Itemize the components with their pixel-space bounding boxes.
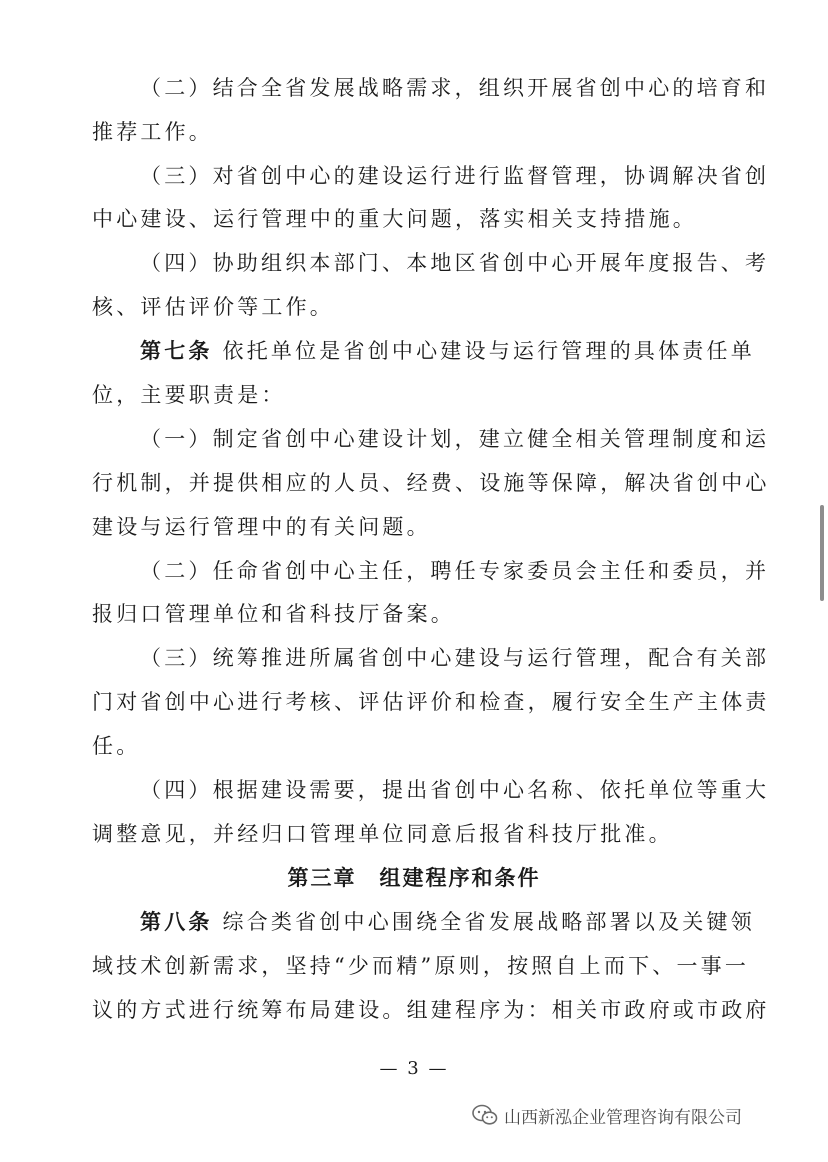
paragraph-line: 建设与运行管理中的有关问题。 xyxy=(92,515,431,539)
vertical-scrollbar[interactable] xyxy=(820,505,824,601)
paragraph-line: 报归口管理单位和省科技厅备案。 xyxy=(92,602,455,626)
paragraph-line: （四）协助组织本部门、本地区省创中心开展年度报告、考 xyxy=(140,251,770,275)
paragraph-line: 调整意见，并经归口管理单位同意后报省科技厅批准。 xyxy=(92,822,673,846)
paragraph-line: 任。 xyxy=(92,734,141,758)
paragraph-line: （二）任命省创中心主任，聘任专家委员会主任和委员，并 xyxy=(140,559,770,583)
paragraph-line: 位，主要职责是： xyxy=(92,383,286,407)
paragraph-line: （一）制定省创中心建设计划，建立健全相关管理制度和运 xyxy=(140,427,770,451)
article-eight-line xyxy=(140,907,755,937)
watermark xyxy=(472,1100,742,1130)
paragraph-line: （三）对省创中心的建设运行进行监督管理，协调解决省创 xyxy=(140,164,770,188)
paragraph-line: 议的方式进行统筹布局建设。组建程序为：相关市政府或市政府 xyxy=(92,998,770,1022)
page-number: — 3 — xyxy=(379,1058,449,1079)
wechat-icon xyxy=(472,1104,498,1126)
article-seven-label: 第七条 xyxy=(140,338,213,363)
paragraph-line: 门对省创中心进行考核、评估评价和检查，履行安全生产主体责 xyxy=(92,690,770,714)
paragraph-line: （三）统筹推进所属省创中心建设与运行管理，配合有关部 xyxy=(140,646,770,670)
paragraph-text: 依托单位是省创中心建设与运行管理的具体责任单 xyxy=(222,339,755,363)
paragraph-line: 域技术创新需求，坚持“少而精”原则，按照自上而下、一事一 xyxy=(92,954,750,978)
watermark-text: 山西新泓企业管理咨询有限公司 xyxy=(504,1107,742,1128)
paragraph-line: 推荐工作。 xyxy=(92,120,213,144)
chapter-heading: 第三章 组建程序和条件 xyxy=(287,865,541,890)
article-seven-line xyxy=(140,336,755,366)
paragraph-line: （四）根据建设需要，提出省创中心名称、依托单位等重大 xyxy=(140,778,770,802)
paragraph-text: 综合类省创中心围绕全省发展战略部署以及关键领 xyxy=(222,910,755,934)
paragraph-line: 核、评估评价等工作。 xyxy=(92,295,334,319)
article-eight-label: 第八条 xyxy=(140,909,213,934)
paragraph-line: 中心建设、运行管理中的重大问题，落实相关支持措施。 xyxy=(92,207,697,231)
paragraph-line: 行机制，并提供相应的人员、经费、设施等保障，解决省创中心 xyxy=(92,471,770,495)
paragraph-line: （二）结合全省发展战略需求，组织开展省创中心的培育和 xyxy=(140,76,770,100)
